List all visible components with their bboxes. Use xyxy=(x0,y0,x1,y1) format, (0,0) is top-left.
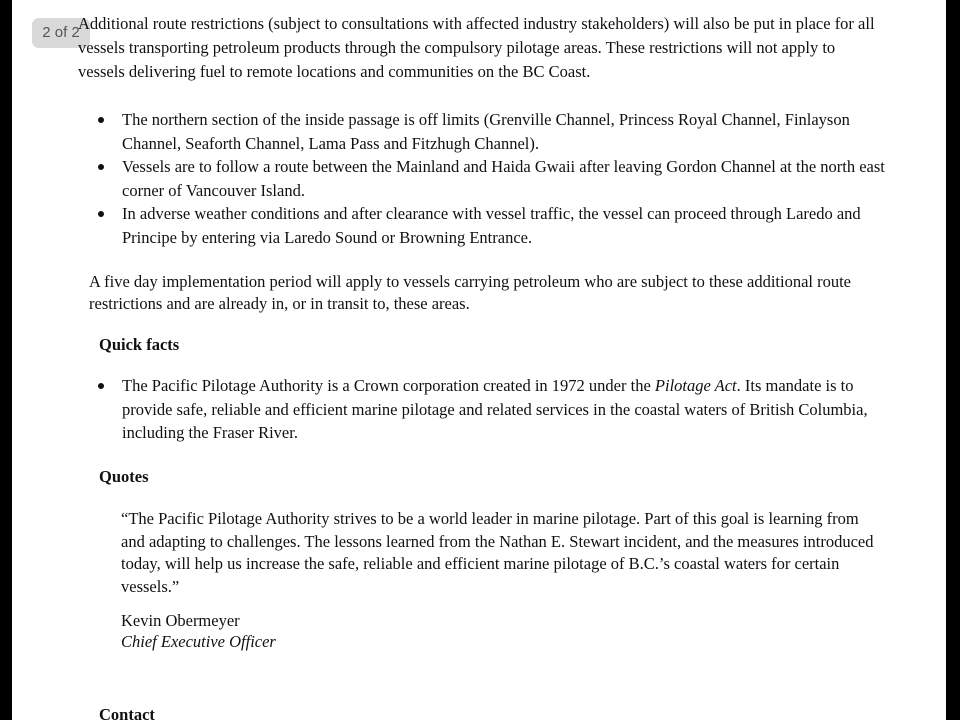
quick-facts-heading: Quick facts xyxy=(99,335,180,354)
implementation-paragraph: A five day implementation period will apply to vessels carrying petroleum who are subject to these additional route restrictions and are already in, or in transit to, these areas. xyxy=(89,272,852,313)
page-indicator-badge: 2 of 2 xyxy=(32,18,90,48)
quotes-heading: Quotes xyxy=(99,467,149,486)
list-item: The northern section of the inside passage is off limits (Grenville Channel, Princess Royal Channel, Finlayson Channel, Seaforth Channel, Lama Pass and Fitzhugh Channel). xyxy=(78,108,888,155)
list-item xyxy=(78,374,888,445)
quote-author-title: Chief Executive Officer xyxy=(121,632,276,651)
list-item: In adverse weather conditions and after clearance with vessel traffic, the vessel can proceed through Laredo and Principe by entering via Laredo Sound or Browning Entrance. xyxy=(78,202,888,249)
intro-paragraph: Additional route restrictions (subject to consultations with affected industry stakeholders) will also be put in place for all vessels transporting petroleum products through the compulsory pilotage areas. These restrictions will not apply to vessels delivering fuel to remote locations and communities on the BC Coast. xyxy=(78,14,875,81)
contact-heading: Contact xyxy=(99,705,155,720)
document-page[interactable] xyxy=(12,0,946,720)
list-item: Vessels are to follow a route between the Mainland and Haida Gwaii after leaving Gordon Channel at the north east corner of Vancouver Island. xyxy=(78,155,888,202)
act-name: Pilotage Act xyxy=(654,376,737,395)
fact-text-start: The Pacific Pilotage Authority is a Crown corporation created in 1972 under the xyxy=(122,376,655,395)
fact-text-end: . Its mandate is to provide safe, reliable and efficient marine pilotage and related services in the coastal waters of British Columbia, including the Fraser River. xyxy=(122,376,868,442)
quick-facts-list xyxy=(78,374,888,445)
quote-text: “The Pacific Pilotage Authority strives to be a world leader in marine pilotage. Part of this goal is learning from and adapting to challenges. The lessons learned from the Nathan E. Stewart incident, and the measures introduced today, will help us increase the safe, reliable and efficient marine pilotage of B.C.’s coastal waters for certain vessels.” xyxy=(121,509,874,596)
route-restrictions-list xyxy=(78,108,888,249)
quote-author-name: Kevin Obermeyer xyxy=(121,611,240,630)
